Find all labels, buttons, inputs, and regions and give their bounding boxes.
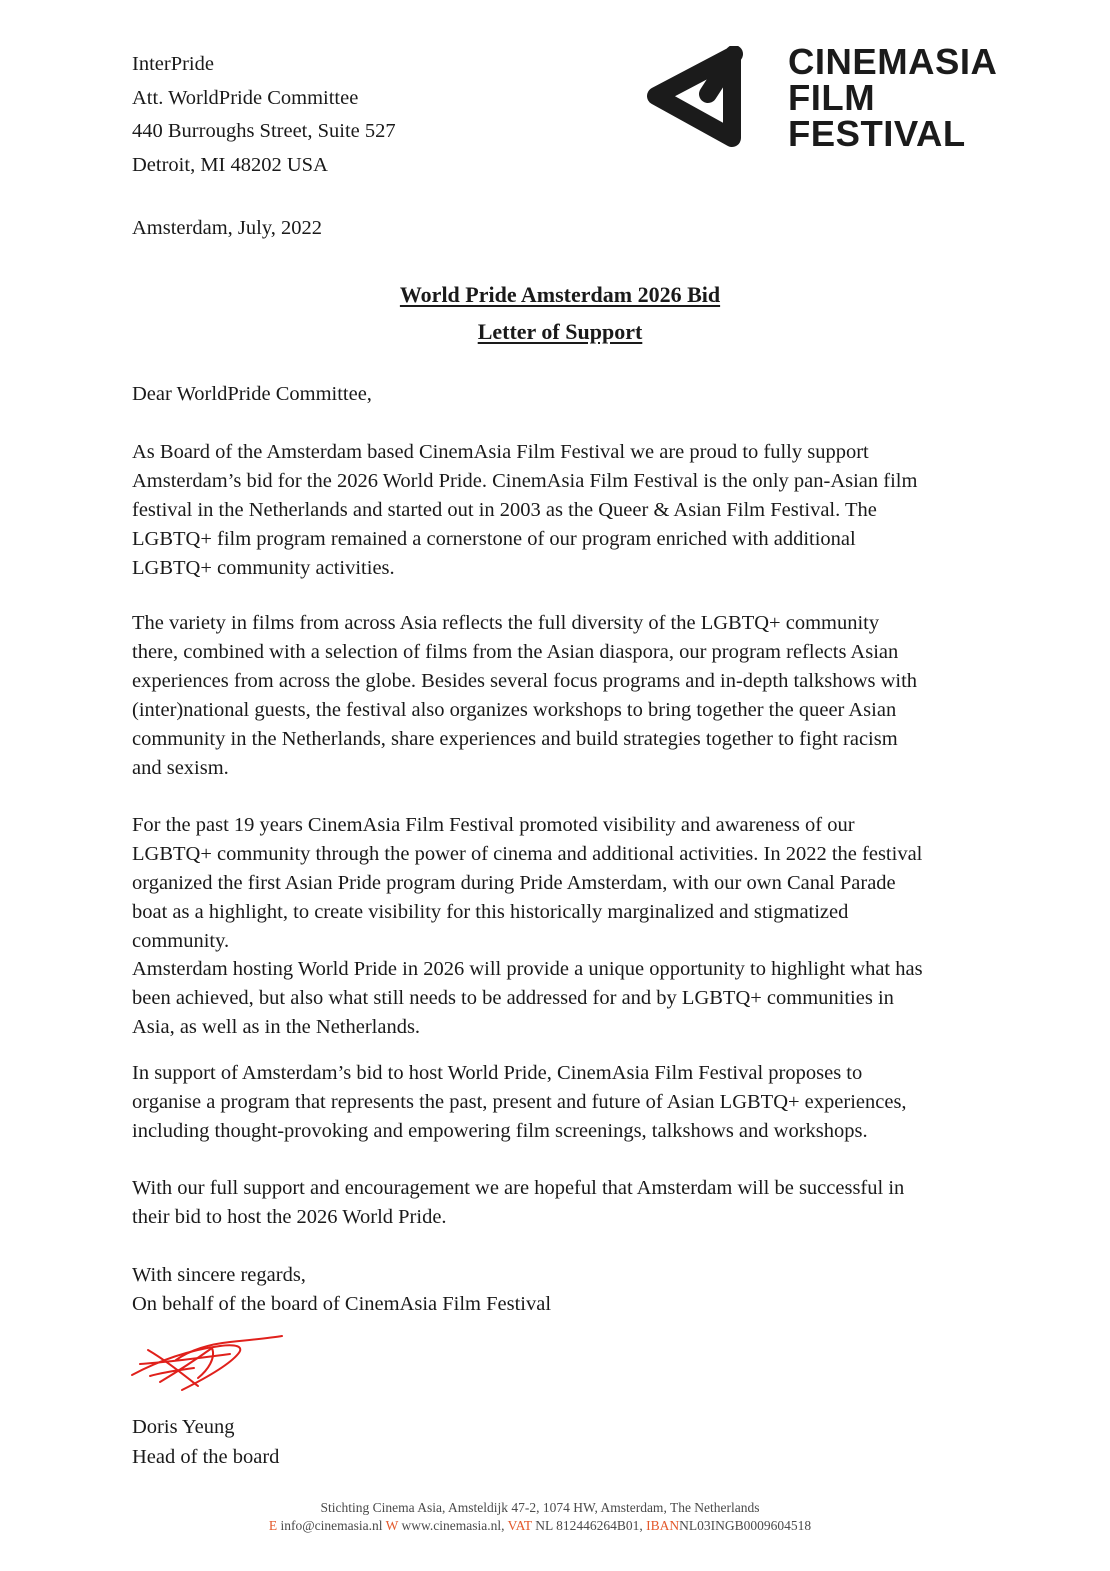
closing-line: With sincere regards, xyxy=(132,1264,306,1286)
signature-icon xyxy=(120,1330,290,1400)
paragraph-line: been achieved, but also what still needs to be addressed for and by LGBTQ+ communities in xyxy=(132,987,894,1009)
closing-line: On behalf of the board of CinemAsia Film Festival xyxy=(132,1293,552,1315)
closing xyxy=(132,1261,551,1319)
recipient-line: Detroit, MI 48202 USA xyxy=(132,153,328,176)
paragraph-line: With our full support and encouragement we are hopeful that Amsterdam will be successful in xyxy=(132,1177,905,1199)
logo-line: CINEMASIA xyxy=(788,41,998,82)
paragraph-line: LGBTQ+ community activities. xyxy=(132,557,395,579)
letter-title: World Pride Amsterdam 2026 Bid xyxy=(399,282,721,307)
logo-line: FILM xyxy=(788,77,876,118)
paragraph-line: For the past 19 years CinemAsia Film Festival promoted visibility and awareness of our xyxy=(132,814,855,836)
paragraph-line: including thought-provoking and empowering film screenings, talkshows and workshops. xyxy=(132,1120,868,1142)
footer-vat-label: VAT xyxy=(507,1518,532,1533)
footer-web-label: W xyxy=(385,1518,399,1533)
footer-iban: NL03INGB0009604518 xyxy=(679,1518,812,1533)
cinemasia-logo-mark-icon xyxy=(642,46,750,150)
paragraph-line: Asia, as well as in the Netherlands. xyxy=(132,1016,421,1038)
signer-block xyxy=(132,1412,279,1472)
paragraph xyxy=(132,438,917,583)
letter-date: Amsterdam, July, 2022 xyxy=(132,217,322,239)
footer-vat: NL 812446264B01, xyxy=(535,1518,643,1533)
footer-email[interactable]: info@cinemasia.nl xyxy=(280,1518,383,1533)
paragraph-line: Amsterdam’s bid for the 2026 World Pride. CinemAsia Film Festival is the only pan-Asian film xyxy=(132,470,918,492)
paragraph-line: Amsterdam hosting World Pride in 2026 will provide a unique opportunity to highlight what has xyxy=(132,958,923,980)
paragraph-line: In support of Amsterdam’s bid to host World Pride, CinemAsia Film Festival proposes to xyxy=(132,1062,863,1084)
paragraph-line: (inter)national guests, the festival also organizes workshops to bring together the queer Asian xyxy=(132,699,897,721)
paragraph-line: As Board of the Amsterdam based CinemAsia Film Festival we are proud to fully support xyxy=(132,441,869,463)
paragraph-line: there, combined with a selection of films from the Asian diaspora, our program reflects Asian xyxy=(132,641,899,663)
paragraph xyxy=(132,609,917,783)
footer-email-label: E xyxy=(268,1518,278,1533)
footer-web[interactable]: www.cinemasia.nl, xyxy=(401,1518,505,1533)
signer-name: Doris Yeung xyxy=(132,1416,235,1438)
paragraph xyxy=(132,955,923,1042)
footer-address: Stichting Cinema Asia, Amsteldijk 47-2, 1074 HW, Amsterdam, The Netherlands xyxy=(320,1500,760,1515)
signer-role: Head of the board xyxy=(132,1446,280,1468)
recipient-address xyxy=(132,48,396,182)
paragraph-line: boat as a highlight, to create visibility for this historically marginalized and stigmatized xyxy=(132,901,849,923)
recipient-line: 440 Burroughs Street, Suite 527 xyxy=(132,120,396,142)
footer-iban-label: IBAN xyxy=(646,1518,680,1533)
paragraph-line: community. xyxy=(132,930,230,952)
paragraph-line: organise a program that represents the past, present and future of Asian LGBTQ+ experiences, xyxy=(132,1091,907,1113)
paragraph-line: LGBTQ+ film program remained a cornerstone of our program enriched with additional xyxy=(132,528,856,550)
paragraph-line: their bid to host the 2026 World Pride. xyxy=(132,1206,447,1228)
letter-subtitle: Letter of Support xyxy=(477,319,643,344)
paragraph-line: LGBTQ+ community through the power of cinema and additional activities. In 2022 the festival xyxy=(132,843,923,865)
paragraph-line: The variety in films from across Asia reflects the full diversity of the LGBTQ+ community xyxy=(132,612,880,634)
paragraph-line: festival in the Netherlands and started out in 2003 as the Queer & Asian Film Festival. The xyxy=(132,499,877,521)
paragraph-line: community in the Netherlands, share experiences and build strategies together to fight racism xyxy=(132,728,898,750)
paragraph-line: organized the first Asian Pride program during Pride Amsterdam, with our own Canal Parade xyxy=(132,872,896,894)
paragraph-line: experiences from across the globe. Besides several focus programs and in-depth talkshows with xyxy=(132,670,918,692)
recipient-line: InterPride xyxy=(132,53,214,75)
paragraph xyxy=(132,1174,904,1232)
footer-contact xyxy=(0,1518,1080,1534)
cinemasia-logo xyxy=(640,42,1010,157)
logo-wordmark xyxy=(788,41,998,154)
paragraph xyxy=(132,811,922,956)
salutation: Dear WorldPride Committee, xyxy=(132,383,372,405)
logo-line: FESTIVAL xyxy=(788,113,966,154)
paragraph-line: and sexism. xyxy=(132,757,229,779)
paragraph xyxy=(132,1059,907,1146)
recipient-line: Att. WorldPride Committee xyxy=(132,86,359,109)
